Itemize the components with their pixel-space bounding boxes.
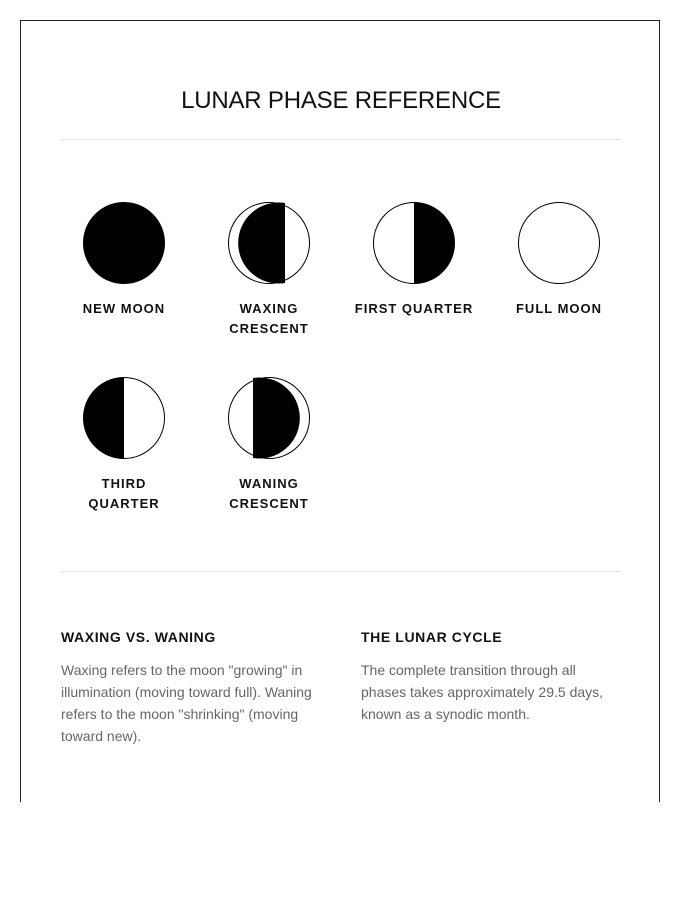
divider-top xyxy=(61,139,621,140)
phase-first-quarter xyxy=(354,201,474,319)
waning-crescent-icon xyxy=(227,376,311,460)
reference-card xyxy=(20,20,660,802)
waxing-crescent-icon xyxy=(227,201,311,285)
page-title: LUNAR PHASE REFERENCE xyxy=(181,87,501,114)
phase-label: WAXING CRESCENT xyxy=(229,301,309,336)
third-quarter-icon xyxy=(82,376,166,460)
first-quarter-icon xyxy=(372,201,456,285)
section-heading: THE LUNAR CYCLE xyxy=(361,629,503,645)
section-heading: WAXING VS. WANING xyxy=(61,629,216,645)
phase-label: FIRST QUARTER xyxy=(354,301,474,316)
phase-new-moon xyxy=(64,201,184,319)
phase-label: NEW MOON xyxy=(82,301,166,316)
phase-waxing-crescent xyxy=(209,201,329,339)
phase-label: WANING CRESCENT xyxy=(229,476,309,511)
section-lunar-cycle xyxy=(361,629,621,725)
phase-third-quarter xyxy=(64,376,184,514)
section-body: The complete transition through all phases takes approximately 29.5 days, known as a synodic month. xyxy=(361,662,604,722)
phase-label: THIRD QUARTER xyxy=(88,476,160,511)
new-moon-icon xyxy=(82,201,166,285)
phase-full-moon xyxy=(499,201,619,319)
section-waxing-vs-waning xyxy=(61,629,321,747)
full-moon-icon xyxy=(517,201,601,285)
phase-label: FULL MOON xyxy=(515,301,603,316)
section-body: Waxing refers to the moon "growing" in illumination (moving toward full). Waning refers to the moon "shrinking" (moving toward new). xyxy=(61,662,312,744)
phase-waning-crescent xyxy=(209,376,329,514)
divider-bottom xyxy=(61,571,621,572)
